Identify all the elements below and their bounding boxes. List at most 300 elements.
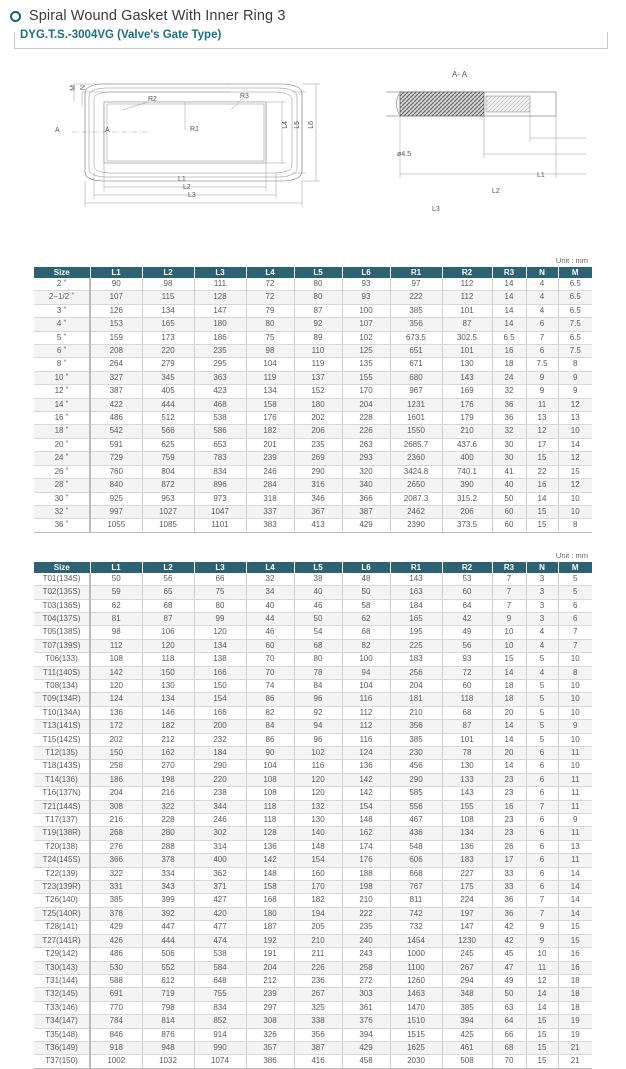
table-row <box>34 452 592 465</box>
cell-l3: 290 <box>194 760 246 773</box>
cell-size: T08(134) <box>34 679 90 692</box>
cell-l4: 337 <box>246 505 294 518</box>
cell-l2: 948 <box>142 1041 194 1054</box>
label-diameter: ø4.5 <box>397 151 412 158</box>
cell-l1: 108 <box>90 653 142 666</box>
cell-l6: 112 <box>342 706 390 719</box>
cell-n: 7 <box>526 894 558 907</box>
column-header-l2: L2 <box>142 562 194 573</box>
cell-size: 16 ˮ <box>34 412 90 425</box>
cell-r2: 130 <box>442 760 492 773</box>
cell-n: 6 <box>526 787 558 800</box>
cell-l6: 429 <box>342 519 390 532</box>
table-row <box>34 827 592 840</box>
cell-l4: 104 <box>246 358 294 371</box>
table-row <box>34 1055 592 1068</box>
cell-n: 6 <box>526 345 558 358</box>
cell-m: 19 <box>558 1028 592 1041</box>
cell-l4: 70 <box>246 653 294 666</box>
column-header-size: Size <box>34 562 90 573</box>
cell-l2: 506 <box>142 948 194 961</box>
cell-r2: 78 <box>442 747 492 760</box>
cell-l4: 187 <box>246 921 294 934</box>
cell-m: 21 <box>558 1041 592 1054</box>
cell-l3: 246 <box>194 814 246 827</box>
cell-l4: 119 <box>246 371 294 384</box>
cell-size: 30 ˮ <box>34 492 90 505</box>
cell-r2: 112 <box>442 291 492 304</box>
cell-l1: 840 <box>90 479 142 492</box>
cell-l2: 146 <box>142 706 194 719</box>
cell-r1: 1550 <box>390 425 442 438</box>
cell-l2: 1032 <box>142 1055 194 1068</box>
cell-m: 11 <box>558 800 592 813</box>
cell-l4: 326 <box>246 1028 294 1041</box>
cell-l3: 344 <box>194 800 246 813</box>
table-row <box>34 304 592 317</box>
cell-r3: 42 <box>492 921 526 934</box>
cell-l1: 542 <box>90 425 142 438</box>
table-row <box>34 814 592 827</box>
cell-size: T32(145) <box>34 988 90 1001</box>
cell-r2: 1230 <box>442 934 492 947</box>
cell-m: 10 <box>558 679 592 692</box>
cell-r1: 673.5 <box>390 331 442 344</box>
cell-l4: 201 <box>246 438 294 451</box>
cell-m: 11 <box>558 773 592 786</box>
cell-r2: 210 <box>442 425 492 438</box>
cell-n: 15 <box>526 1041 558 1054</box>
cell-l4: 176 <box>246 412 294 425</box>
cell-l6: 258 <box>342 961 390 974</box>
cell-l2: 345 <box>142 371 194 384</box>
cell-l5: 80 <box>294 291 342 304</box>
cell-m: 8 <box>558 519 592 532</box>
cell-r2: 425 <box>442 1028 492 1041</box>
cell-l5: 68 <box>294 639 342 652</box>
cell-l6: 112 <box>342 720 390 733</box>
cell-m: 6.5 <box>558 278 592 291</box>
table-row <box>34 747 592 760</box>
cell-n: 6 <box>526 881 558 894</box>
cell-r1: 2390 <box>390 519 442 532</box>
cell-l4: 108 <box>246 787 294 800</box>
cell-n: 7 <box>526 331 558 344</box>
cell-r3: 33 <box>492 881 526 894</box>
column-header-l3: L3 <box>194 562 246 573</box>
cell-l5: 38 <box>294 573 342 586</box>
cell-size: T36(149) <box>34 1041 90 1054</box>
cell-l2: 288 <box>142 840 194 853</box>
cell-size: 18 ˮ <box>34 425 90 438</box>
cell-l4: 46 <box>246 626 294 639</box>
cell-l6: 102 <box>342 331 390 344</box>
cell-n: 10 <box>526 948 558 961</box>
cell-m: 15 <box>558 921 592 934</box>
cell-l6: 136 <box>342 760 390 773</box>
cell-size: T30(143) <box>34 961 90 974</box>
cell-size: T27(141R) <box>34 934 90 947</box>
cell-l5: 50 <box>294 612 342 625</box>
cell-l5: 202 <box>294 412 342 425</box>
cell-n: 5 <box>526 679 558 692</box>
section-label-L1: L1 <box>537 172 545 179</box>
cell-l4: 191 <box>246 948 294 961</box>
cell-l6: 240 <box>342 934 390 947</box>
cell-l1: 308 <box>90 800 142 813</box>
cell-r2: 169 <box>442 385 492 398</box>
cell-l2: 212 <box>142 733 194 746</box>
cell-l1: 378 <box>90 907 142 920</box>
cell-l1: 387 <box>90 385 142 398</box>
cell-l3: 755 <box>194 988 246 1001</box>
cell-m: 6 <box>558 612 592 625</box>
table-row <box>34 961 592 974</box>
cell-l1: 925 <box>90 492 142 505</box>
column-header-l3: L3 <box>194 267 246 278</box>
cell-l1: 107 <box>90 291 142 304</box>
cell-r3: 42 <box>492 934 526 947</box>
table-row <box>34 653 592 666</box>
cell-l4: 357 <box>246 1041 294 1054</box>
cell-r1: 1601 <box>390 412 442 425</box>
cell-l3: 914 <box>194 1028 246 1041</box>
cell-l4: 60 <box>246 639 294 652</box>
cell-l6: 125 <box>342 345 390 358</box>
cell-l1: 50 <box>90 573 142 586</box>
cell-r2: 315.2 <box>442 492 492 505</box>
cell-r1: 585 <box>390 787 442 800</box>
cell-l4: 318 <box>246 492 294 505</box>
dimension-table-2-wrapper <box>34 551 592 1069</box>
cell-l5: 102 <box>294 747 342 760</box>
cell-l6: 243 <box>342 948 390 961</box>
circle-bullet-icon <box>10 11 21 22</box>
cell-size: 10 ˮ <box>34 371 90 384</box>
unit-label-2: Unit : mm <box>555 550 588 560</box>
cell-l2: 106 <box>142 626 194 639</box>
cell-l5: 92 <box>294 318 342 331</box>
cell-r3: 23 <box>492 827 526 840</box>
table-row <box>34 666 592 679</box>
cell-l6: 204 <box>342 398 390 411</box>
cell-l4: 180 <box>246 907 294 920</box>
cell-r3: 14 <box>492 291 526 304</box>
cell-r1: 97 <box>390 278 442 291</box>
cell-size: T04(137S) <box>34 612 90 625</box>
cell-l2: 512 <box>142 412 194 425</box>
cell-l5: 413 <box>294 519 342 532</box>
cell-r3: 70 <box>492 1055 526 1068</box>
label-L1: L1 <box>178 176 186 183</box>
cell-r1: 606 <box>390 854 442 867</box>
cell-r3: 15 <box>492 653 526 666</box>
cell-l3: 238 <box>194 787 246 800</box>
cell-l5: 84 <box>294 679 342 692</box>
cell-l4: 308 <box>246 1015 294 1028</box>
cell-l5: 87 <box>294 304 342 317</box>
column-header-l6: L6 <box>342 267 390 278</box>
cell-r3: 60 <box>492 505 526 518</box>
cell-r3: 10 <box>492 639 526 652</box>
cell-l1: 486 <box>90 948 142 961</box>
column-header-r1: R1 <box>390 267 442 278</box>
cell-l5: 235 <box>294 438 342 451</box>
cell-r1: 742 <box>390 907 442 920</box>
table-row <box>34 425 592 438</box>
cell-r1: 1000 <box>390 948 442 961</box>
cell-r1: 556 <box>390 800 442 813</box>
cell-size: 2−1/2 ˮ <box>34 291 90 304</box>
cell-l4: 118 <box>246 800 294 813</box>
cell-r3: 49 <box>492 974 526 987</box>
cell-n: 12 <box>526 425 558 438</box>
cell-l6: 387 <box>342 505 390 518</box>
cell-l3: 166 <box>194 706 246 719</box>
cell-l6: 394 <box>342 1028 390 1041</box>
cell-r1: 356 <box>390 720 442 733</box>
cell-r1: 290 <box>390 773 442 786</box>
cell-r3: 33 <box>492 867 526 880</box>
table-row <box>34 881 592 894</box>
label-N: N <box>80 85 87 91</box>
cell-n: 6 <box>526 854 558 867</box>
cell-l3: 990 <box>194 1041 246 1054</box>
cell-r1: 2030 <box>390 1055 442 1068</box>
cell-size: T16(137N) <box>34 787 90 800</box>
cell-r3: 7 <box>492 573 526 586</box>
cell-l1: 204 <box>90 787 142 800</box>
cell-l2: 198 <box>142 773 194 786</box>
cell-l6: 458 <box>342 1055 390 1068</box>
cell-l6: 154 <box>342 800 390 813</box>
cell-l3: 235 <box>194 345 246 358</box>
cell-l5: 152 <box>294 385 342 398</box>
cell-l1: 276 <box>90 840 142 853</box>
cell-l5: 120 <box>294 773 342 786</box>
cell-l4: 136 <box>246 840 294 853</box>
column-header-r2: R2 <box>442 562 492 573</box>
cell-r3: 18 <box>492 693 526 706</box>
cell-r1: 356 <box>390 318 442 331</box>
cell-l2: 804 <box>142 465 194 478</box>
cell-m: 11 <box>558 747 592 760</box>
cell-l2: 87 <box>142 612 194 625</box>
cell-l2: 444 <box>142 398 194 411</box>
cell-l2: 378 <box>142 854 194 867</box>
cell-n: 9 <box>526 934 558 947</box>
cell-n: 9 <box>526 385 558 398</box>
cell-r1: 1470 <box>390 1001 442 1014</box>
cell-l2: 270 <box>142 760 194 773</box>
cell-size: 4 ˮ <box>34 318 90 331</box>
cell-l3: 232 <box>194 733 246 746</box>
cell-m: 9 <box>558 385 592 398</box>
cell-m: 13 <box>558 840 592 853</box>
cell-l3: 783 <box>194 452 246 465</box>
cell-l3: 653 <box>194 438 246 451</box>
cell-m: 14 <box>558 894 592 907</box>
column-header-l6: L6 <box>342 562 390 573</box>
cell-r2: 101 <box>442 345 492 358</box>
cell-r1: 651 <box>390 345 442 358</box>
cell-n: 3 <box>526 573 558 586</box>
cell-l6: 100 <box>342 653 390 666</box>
cell-r1: 1260 <box>390 974 442 987</box>
table-row <box>34 505 592 518</box>
cell-r2: 394 <box>442 1015 492 1028</box>
table-row <box>34 921 592 934</box>
cell-m: 10 <box>558 425 592 438</box>
cell-l3: 427 <box>194 894 246 907</box>
cell-m: 10 <box>558 492 592 505</box>
cell-l3: 66 <box>194 573 246 586</box>
cell-n: 6 <box>526 814 558 827</box>
cell-r1: 163 <box>390 586 442 599</box>
cell-l5: 137 <box>294 371 342 384</box>
cell-l1: 90 <box>90 278 142 291</box>
cell-r2: 227 <box>442 867 492 880</box>
cell-l2: 280 <box>142 827 194 840</box>
cell-m: 18 <box>558 988 592 1001</box>
cell-l6: 228 <box>342 412 390 425</box>
cell-l5: 110 <box>294 345 342 358</box>
cell-l6: 366 <box>342 492 390 505</box>
cell-l5: 80 <box>294 278 342 291</box>
cell-n: 4 <box>526 666 558 679</box>
cell-l4: 284 <box>246 479 294 492</box>
cell-r2: 267 <box>442 961 492 974</box>
cell-l5: 96 <box>294 693 342 706</box>
cell-l3: 468 <box>194 398 246 411</box>
cell-l5: 94 <box>294 720 342 733</box>
cell-r1: 385 <box>390 304 442 317</box>
cell-l2: 120 <box>142 639 194 652</box>
cell-r2: 72 <box>442 666 492 679</box>
cell-r2: 133 <box>442 773 492 786</box>
cell-size: T05(138S) <box>34 626 90 639</box>
cell-l3: 302 <box>194 827 246 840</box>
cell-l2: 405 <box>142 385 194 398</box>
cell-r1: 671 <box>390 358 442 371</box>
cell-n: 5 <box>526 720 558 733</box>
cell-l4: 34 <box>246 586 294 599</box>
dimension-table-1-wrapper <box>34 256 592 533</box>
cell-r3: 36 <box>492 398 526 411</box>
cell-r3: 7 <box>492 599 526 612</box>
cell-r3: 14 <box>492 760 526 773</box>
cell-n: 4 <box>526 626 558 639</box>
cell-l4: 75 <box>246 331 294 344</box>
column-header-m: M <box>558 562 592 573</box>
cell-l4: 148 <box>246 867 294 880</box>
cell-r1: 1231 <box>390 398 442 411</box>
cell-l5: 325 <box>294 1001 342 1014</box>
cell-l4: 86 <box>246 733 294 746</box>
table-row <box>34 345 592 358</box>
cell-l3: 474 <box>194 934 246 947</box>
cell-r2: 224 <box>442 894 492 907</box>
cell-l1: 760 <box>90 465 142 478</box>
cell-r2: 155 <box>442 800 492 813</box>
cell-r2: 42 <box>442 612 492 625</box>
cell-m: 11 <box>558 787 592 800</box>
cell-l2: 173 <box>142 331 194 344</box>
cell-l3: 538 <box>194 412 246 425</box>
cell-l4: 239 <box>246 452 294 465</box>
cell-size: T13(141S) <box>34 720 90 733</box>
cell-size: T09(134R) <box>34 693 90 706</box>
cell-r3: 14 <box>492 278 526 291</box>
cell-n: 3 <box>526 599 558 612</box>
cell-l3: 896 <box>194 479 246 492</box>
cell-l5: 119 <box>294 358 342 371</box>
cell-l3: 220 <box>194 773 246 786</box>
column-header-l1: L1 <box>90 562 142 573</box>
cell-n: 15 <box>526 505 558 518</box>
cell-m: 12 <box>558 398 592 411</box>
section-view-drawing <box>386 58 626 208</box>
cell-n: 14 <box>526 988 558 1001</box>
cell-r3: 14 <box>492 666 526 679</box>
cell-l2: 162 <box>142 747 194 760</box>
cell-m: 18 <box>558 974 592 987</box>
cell-m: 6.5 <box>558 304 592 317</box>
table-row <box>34 479 592 492</box>
unit-label-1: Unit : mm <box>555 256 588 265</box>
cell-m: 12 <box>558 479 592 492</box>
cell-l2: 814 <box>142 1015 194 1028</box>
cell-r1: 2087.3 <box>390 492 442 505</box>
cell-n: 4 <box>526 304 558 317</box>
cell-size: T37(150) <box>34 1055 90 1068</box>
cell-r3: 14 <box>492 304 526 317</box>
cell-r3: 23 <box>492 773 526 786</box>
cell-r1: 811 <box>390 894 442 907</box>
cell-m: 18 <box>558 1001 592 1014</box>
cell-r1: 732 <box>390 921 442 934</box>
table-header-row-1 <box>34 267 592 278</box>
cell-l3: 1047 <box>194 505 246 518</box>
cell-r1: 668 <box>390 867 442 880</box>
cell-l1: 159 <box>90 331 142 344</box>
cell-r2: 437.6 <box>442 438 492 451</box>
cell-l3: 420 <box>194 907 246 920</box>
cell-l1: 202 <box>90 733 142 746</box>
cell-r1: 225 <box>390 639 442 652</box>
cell-l5: 140 <box>294 827 342 840</box>
cell-l6: 104 <box>342 679 390 692</box>
cell-l5: 96 <box>294 733 342 746</box>
cell-size: T22(139) <box>34 867 90 880</box>
cell-size: T10(134A) <box>34 706 90 719</box>
cell-l3: 111 <box>194 278 246 291</box>
cell-r1: 1515 <box>390 1028 442 1041</box>
cell-m: 9 <box>558 720 592 733</box>
cell-m: 15 <box>558 934 592 947</box>
cell-l6: 107 <box>342 318 390 331</box>
cell-l3: 648 <box>194 974 246 987</box>
cell-r2: 130 <box>442 358 492 371</box>
cell-l5: 148 <box>294 840 342 853</box>
cell-l3: 150 <box>194 679 246 692</box>
cell-l1: 385 <box>90 894 142 907</box>
cell-l3: 371 <box>194 881 246 894</box>
cell-size: 6 ˮ <box>34 345 90 358</box>
cell-l2: 798 <box>142 1001 194 1014</box>
cell-l4: 72 <box>246 291 294 304</box>
table-row <box>34 867 592 880</box>
